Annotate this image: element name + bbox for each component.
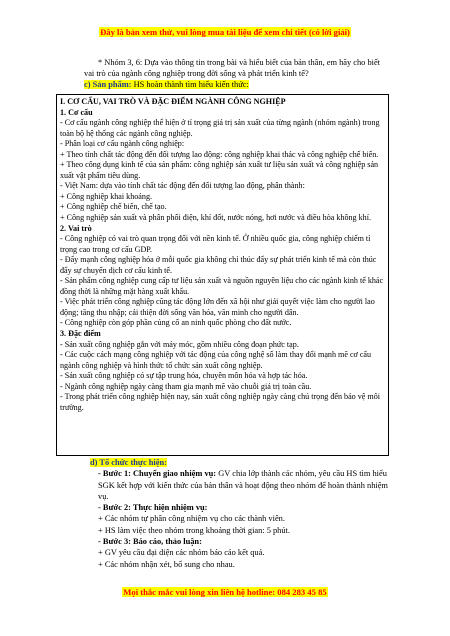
step3-heading <box>84 536 391 547</box>
step3-item: + Các nhóm nhận xét, bổ sung cho nhau. <box>98 559 235 569</box>
box-line: - Sản xuất công nghiệp gắn với máy móc, gồm nhiều công đoạn phức tạp. <box>60 339 299 349</box>
box-subheading: 3. Đặc điểm <box>60 329 101 339</box>
step1-label: - Bước 1: Chuyển giao nhiệm vụ: <box>98 469 217 479</box>
step3-label: - Bước 3: Báo cáo, thảo luận: <box>98 537 202 547</box>
hotline-banner-text: Mọi thắc mắc vui lòng xin liên hệ hotline: 084 283 45 85 <box>123 587 327 597</box>
box-line: + Công nghiệp sản xuất và phân phối điện, khí đốt, nước nóng, hơi nước và điều hòa không khí. <box>60 213 371 223</box>
step2-label: - Bước 2: Thực hiện nhiệm vụ: <box>98 503 208 513</box>
box-line: - Phân loại cơ cấu ngành công nghiệp: <box>60 139 185 149</box>
box-content <box>60 108 385 414</box>
intro-question: * Nhóm 3, 6: Dựa vào thông tin trong bài và hiểu biết của bản thân, em hãy cho biết vai trò của ngành công nghiệp trong đời sống và phát triển kinh tế? <box>84 58 381 79</box>
knowledge-box <box>56 94 389 456</box>
box-line: - Đẩy mạnh công nghiệp hóa ở mỗi quốc gia không chỉ thúc đẩy sự phát triển kinh tế mà còn thúc đẩy sự chuyển dịch cơ cấu kinh tế. <box>60 255 377 275</box>
step1 <box>84 468 391 502</box>
box-line: - Việc phát triển công nghiệp cũng tác động lớn đến xã hội như giải quyết việc làm cho người lao động; tăng thu nhập; cải thiện đời sống văn hóa, văn minh cho người dân. <box>60 297 375 317</box>
step3-item: + GV yêu cầu đại diện các nhóm báo cáo kết quả. <box>98 548 265 558</box>
box-line: - Ngành công nghiệp ngày càng tham gia mạnh mẽ vào chuỗi giá trị toàn cầu. <box>60 381 312 391</box>
step2-item: + Các nhóm tự phân công nhiệm vụ cho các thành viên. <box>98 514 285 524</box>
box-line: - Sản phẩm công nghiệp cung cấp tư liệu sản xuất và nguồn nguyên liệu cho các ngành kinh tế khác đồng thời là những mặt hàng xuất khẩu. <box>60 276 384 296</box>
box-subheading: 2. Vai trò <box>60 223 92 233</box>
box-line: - Các cuộc cách mạng công nghiệp với tác động của công nghệ số làm thay đổi mạnh mẽ cơ cấu ngành công nghiệp và hình thức tổ chức sản xuất công nghiệp. <box>60 350 372 370</box>
box-line: - Trong phát triển công nghiệp hiện nay, sản xuất công nghiệp ngày càng chú trọng đến bảo vệ môi trường. <box>60 392 381 412</box>
hotline-banner <box>0 587 450 597</box>
org-label: d) Tổ chức thực hiện: <box>90 458 167 467</box>
intro-section <box>84 57 391 91</box>
box-line: - Công nghiệp còn góp phần củng cố an ninh quốc phòng cho đất nước. <box>60 318 292 328</box>
step1-text: GV chia lớp thành các nhóm, yêu cầu HS tìm hiểu SGK kết hợp với kiến thức của bản thân và hoạt động theo nhóm để hoàn thành nhiệm vụ. <box>98 469 388 501</box>
product-label: c) Sản phẩm: <box>84 80 132 90</box>
box-line: + Công nghiệp chế biến, chế tạo. <box>60 202 167 212</box>
box-heading: I. CƠ CẤU, VAI TRÒ VÀ ĐẶC ĐIỂM NGÀNH CÔNG NGHIỆP <box>60 97 286 106</box>
step2-item: + HS làm việc theo nhóm trong khoảng thời gian: 5 phút. <box>98 525 290 535</box>
preview-banner-text: Đây là bản xem thử, vui lòng mua tài liệu để xem chi tiết (có lời giải) <box>100 27 350 37</box>
box-line: - Cơ cấu ngành công nghiệp thể hiện ở tỉ trọng giá trị sản xuất của từng ngành (nhóm ngành) trong toàn bộ hệ thống các ngành công nghiệp. <box>60 118 380 138</box>
box-line: - Công nghiệp có vai trò quan trọng đối với nền kinh tế. Ở nhiều quốc gia, công nghiệp chiếm tỉ trọng cao trong cơ cấu GDP. <box>60 234 371 254</box>
product-line <box>84 79 391 90</box>
box-line: - Sản xuất công nghiệp có sự tập trung hóa, chuyên môn hóa và hợp tác hóa. <box>60 371 308 381</box>
preview-banner <box>0 27 450 37</box>
step2-heading <box>84 502 391 513</box>
org-heading <box>84 457 391 468</box>
box-subheading: 1. Cơ cấu <box>60 107 93 117</box>
box-line: - Việt Nam: dựa vào tính chất tác động đến đối tượng lao động, phân thành: <box>60 181 305 191</box>
box-line: + Theo tính chất tác động đến đối tượng lao động: công nghiệp khai thác và công nghiệp chế biến. <box>60 149 379 159</box>
organization-section <box>84 457 391 570</box>
box-line: + Công nghiệp khai khoáng. <box>60 191 153 201</box>
box-line: + Theo công dụng kinh tế của sản phẩm: công nghiệp sản xuất tư liệu sản xuất và công nghiệp sản xuất vật phẩm tiêu dùng. <box>60 160 379 180</box>
product-text: HS hoàn thành tìm hiểu kiến thức: <box>131 80 249 90</box>
